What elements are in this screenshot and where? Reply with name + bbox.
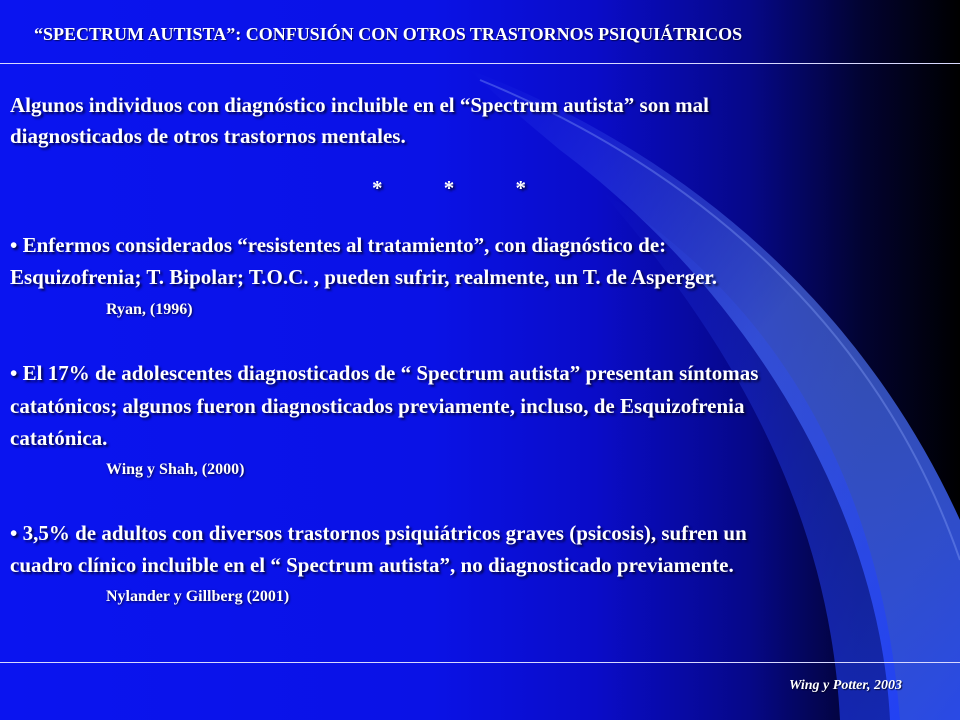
slide-title: “SPECTRUM AUTISTA”: CONFUSIÓN CON OTROS TRASTORNOS PSIQUIÁTRICOS <box>34 24 743 44</box>
bottom-divider <box>0 662 960 663</box>
bullet-1-line-1: • Enfermos considerados “resistentes al tratamiento”, con diagnóstico de: <box>10 233 667 257</box>
separator-asterisks: * * * <box>372 176 554 200</box>
intro-line-1: Algunos individuos con diagnóstico incluible en el “Spectrum autista” son mal <box>10 93 709 117</box>
bullet-3-line-2: cuadro clínico incluible en el “ Spectrum autista”, no diagnosticado previamente. <box>10 553 734 577</box>
bullet-3-line-1: • 3,5% de adultos con diversos trastornos psiquiátricos graves (psicosis), sufren un <box>10 521 747 545</box>
citation-nylander-gillberg: Nylander y Gillberg (2001) <box>106 588 290 605</box>
bullet-2-line-3: catatónica. <box>10 426 108 450</box>
citation-wing-shah: Wing y Shah, (2000) <box>106 461 245 478</box>
bullet-2-line-2: catatónicos; algunos fueron diagnosticados previamente, incluso, de Esquizofrenia <box>10 394 745 418</box>
intro-line-2: diagnosticados de otros trastornos mentales. <box>10 124 406 148</box>
top-divider <box>0 63 960 64</box>
footer-reference: Wing y Potter, 2003 <box>788 678 902 693</box>
bullet-2-line-1: • El 17% de adolescentes diagnosticados de “ Spectrum autista” presentan síntomas <box>10 361 759 385</box>
citation-ryan: Ryan, (1996) <box>106 301 193 318</box>
bullet-1-line-2: Esquizofrenia; T. Bipolar; T.O.C. , pueden sufrir, realmente, un T. de Asperger. <box>10 265 718 289</box>
